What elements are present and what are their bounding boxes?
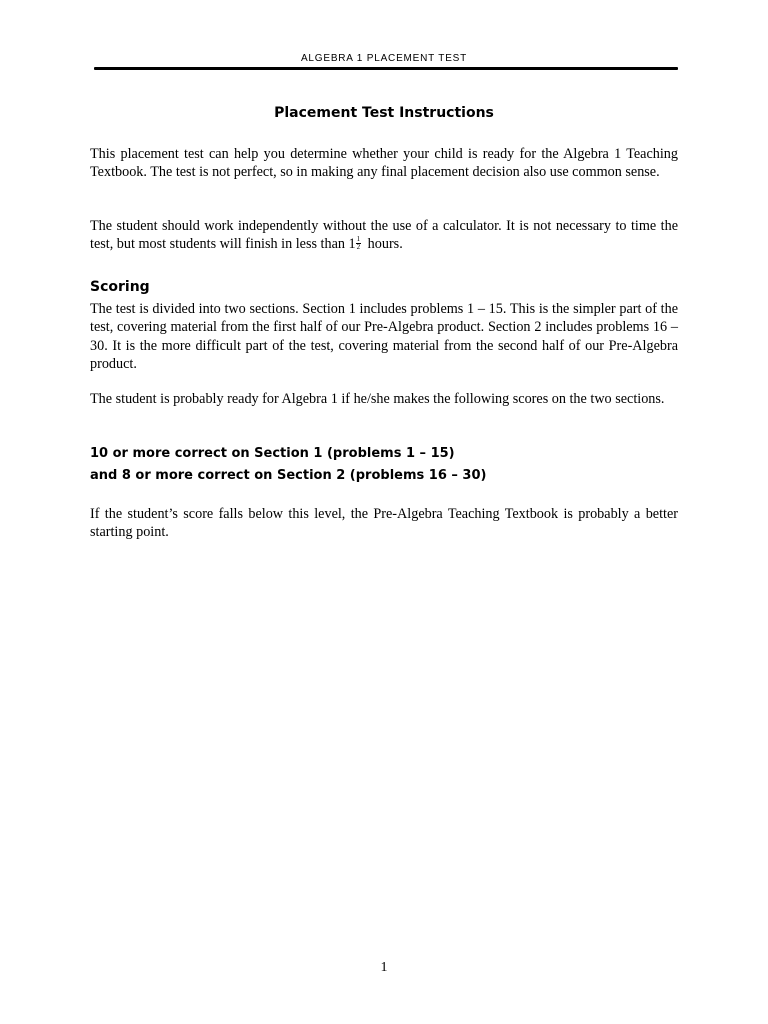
fraction-numerator: 1 [356,234,361,243]
scoring-paragraph-2: The student is probably ready for Algebra 1 if he/she makes the following scores on the two sections. [90,391,665,407]
page-number: 1 [380,960,388,975]
header-rule [94,67,678,70]
fraction-denominator: 2 [356,242,361,251]
scoring-heading: Scoring [90,279,150,295]
intro-paragraph-2-end: hours. [367,236,403,253]
running-header: ALGEBRA 1 PLACEMENT TEST [300,53,468,64]
scoring-paragraph-3: If the student’s score falls below this level, the Pre-Algebra Teaching Textbook is probably a better starting point. [90,506,678,541]
fraction-one-half [356,236,362,251]
criteria-line-2: and 8 or more correct on Section 2 (problems 16 – 30) [90,468,487,483]
intro-paragraph-1: This placement test can help you determine whether your child is ready for the Algebra 1 Teaching Textbook. The test is not perfect, so in making any final placement decision also use common sense. [90,146,678,181]
scoring-paragraph-1: The test is divided into two sections. Section 1 includes problems 1 – 15. This is the simpler part of the test, covering material from the first half of our Pre-Algebra product. Section 2 includes problems 16 – 30. It is the more difficult part of the test, covering material from the second half of our Pre-Algebra product. [90,301,678,373]
page-title: Placement Test Instructions [274,105,494,121]
intro-paragraph-2 [90,217,678,254]
intro-paragraph-2-text: The student should work independently without the use of a calculator. It is not necessary to time the test, but most students will finish in less than 1 [90,218,678,253]
criteria-line-1: 10 or more correct on Section 1 (problems 1 – 15) [90,446,455,461]
